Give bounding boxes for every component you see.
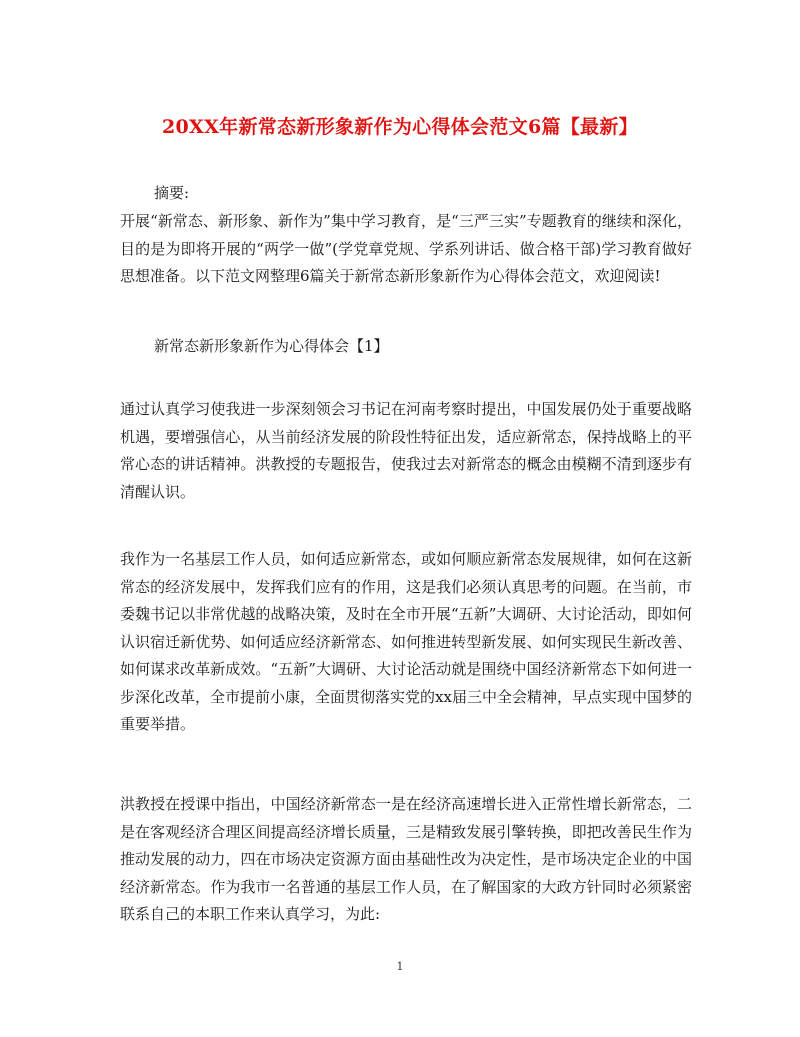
- paragraph: 洪教授在授课中指出，中国经济新常态一是在经济高速增长进入正常性增长新常态，二是在客观经济合理区间提高经济增长质量，三是精致发展引擎转换，即把改善民生作为推动发展的动力，四在市场决定资源方面由基础性改为决定性，是市场决定企业的中国经济新常态。作为我市一名普通的基层工作人员，在了解国家的大政方针同时必须紧密联系自己的本职工作来认真学习，为此:: [120, 795, 692, 923]
- document-title: 20XX年新常态新形象新作为心得体会范文6篇【最新】: [162, 116, 638, 138]
- abstract-label: 摘要:: [154, 184, 190, 202]
- page-number: 1: [396, 960, 404, 973]
- paragraph: 通过认真学习使我进一步深刻领会习书记在河南考察时提出，中国发展仍处于重要战略机遇，要增强信心，从当前经济发展的阶段性特征出发，适应新常态，保持战略上的平常心态的讲话精神。洪教授的专题报告，使我过去对新常态的概念由模糊不清到逐步有清醒认识。: [120, 400, 692, 501]
- paragraph: 我作为一名基层工作人员，如何适应新常态，或如何顺应新常态发展规律，如何在这新常态的经济发展中，发挥我们应有的作用，这是我们必须认真思考的问题。在当前，市委魏书记以非常优越的战略决策，及时在全市开展“五新”大调研、大讨论活动，即如何认识宿迁新优势、如何适应经济新常态、如何推进转型新发展、如何实现民生新改善、如何谋求改革新成效。“五新”大调研、大讨论活动就是围绕中国经济新常态下如何进一步深化改革，全市提前小康，全面贯彻落实党的xx届三中全会精神，早点实现中国梦的重要举措。: [120, 550, 692, 733]
- section-heading: 新常态新形象新作为心得体会【1】: [154, 337, 389, 355]
- abstract-text: 开展“新常态、新形象、新作为”集中学习教育，是“三严三实”专题教育的继续和深化，目的是为即将开展的“两学一做”(学党章党规、学系列讲话、做合格干部)学习教育做好思想准备。以下范文网整理6篇关于新常态新形象新作为心得体会范文，欢迎阅读!: [120, 212, 692, 285]
